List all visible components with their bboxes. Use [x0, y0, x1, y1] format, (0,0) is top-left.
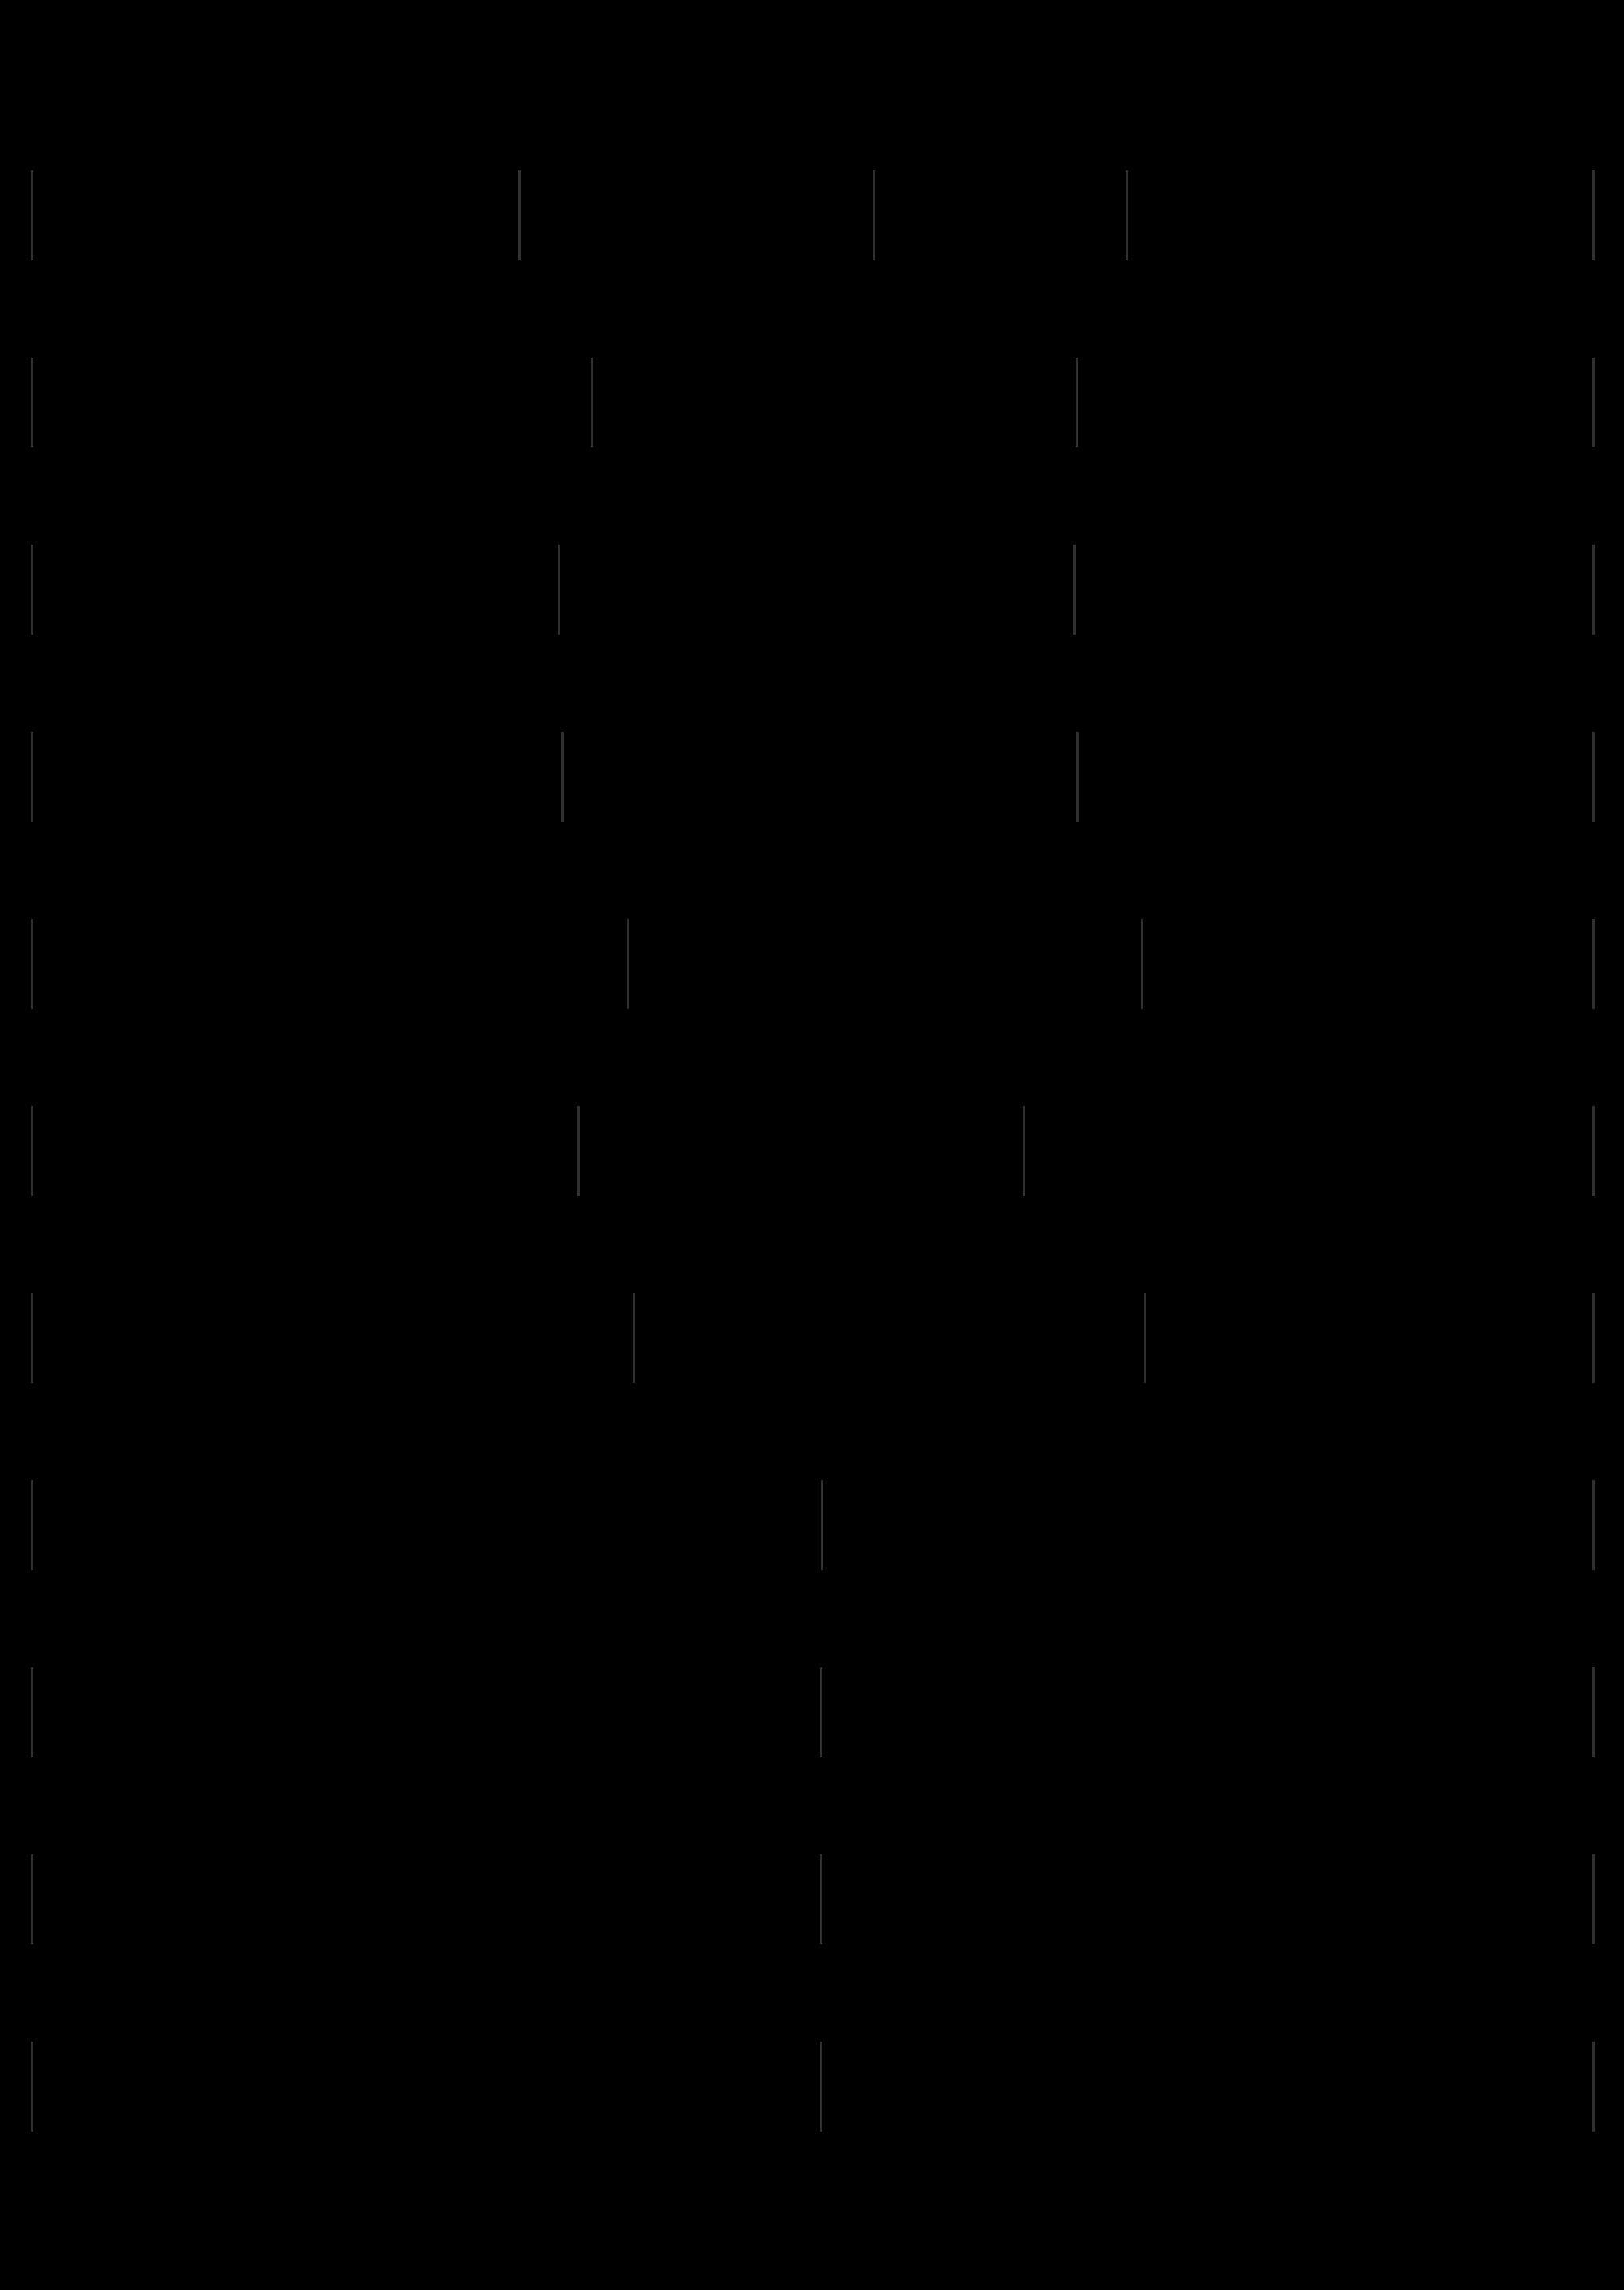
row-4-left-barline [31, 732, 33, 822]
row-2-right-barline [1592, 358, 1595, 447]
row-3-barline-2 [1073, 545, 1076, 635]
row-5-left-barline [31, 919, 33, 1009]
row-6-left-barline [31, 1106, 33, 1196]
row-7-barline-2 [1144, 1293, 1146, 1383]
row-5-right-barline [1592, 919, 1595, 1009]
row-9-left-barline [31, 1667, 33, 1757]
row-9-barline-1 [820, 1667, 822, 1757]
row-6-barline-1 [577, 1106, 580, 1196]
row-11-barline-1 [820, 2042, 822, 2132]
row-11-right-barline [1592, 2042, 1595, 2132]
row-8-barline-1 [821, 1480, 823, 1570]
row-1-barline-1 [518, 170, 521, 260]
row-5-barline-2 [1141, 919, 1143, 1009]
row-3-barline-1 [558, 545, 560, 635]
row-1-barline-3 [1126, 170, 1128, 260]
row-10-left-barline [31, 1854, 33, 1944]
row-1-left-barline [31, 170, 33, 260]
row-3-left-barline [31, 545, 33, 635]
row-6-right-barline [1592, 1106, 1595, 1196]
row-2-left-barline [31, 358, 33, 447]
row-4-barline-1 [561, 732, 564, 822]
row-1-barline-2 [873, 170, 875, 260]
row-4-barline-2 [1076, 732, 1079, 822]
row-10-barline-1 [820, 1854, 822, 1944]
row-4-right-barline [1592, 732, 1595, 822]
row-8-right-barline [1592, 1480, 1595, 1570]
row-8-left-barline [31, 1480, 33, 1570]
row-11-left-barline [31, 2042, 33, 2132]
row-3-right-barline [1592, 545, 1595, 635]
row-6-barline-2 [1023, 1106, 1025, 1196]
row-9-right-barline [1592, 1667, 1595, 1757]
row-7-left-barline [31, 1293, 33, 1383]
row-10-right-barline [1592, 1854, 1595, 1944]
row-2-barline-2 [1076, 358, 1078, 447]
row-5-barline-1 [627, 919, 629, 1009]
row-7-barline-1 [633, 1293, 635, 1383]
row-1-right-barline [1592, 170, 1595, 260]
row-2-barline-1 [591, 358, 593, 447]
row-7-right-barline [1592, 1293, 1595, 1383]
